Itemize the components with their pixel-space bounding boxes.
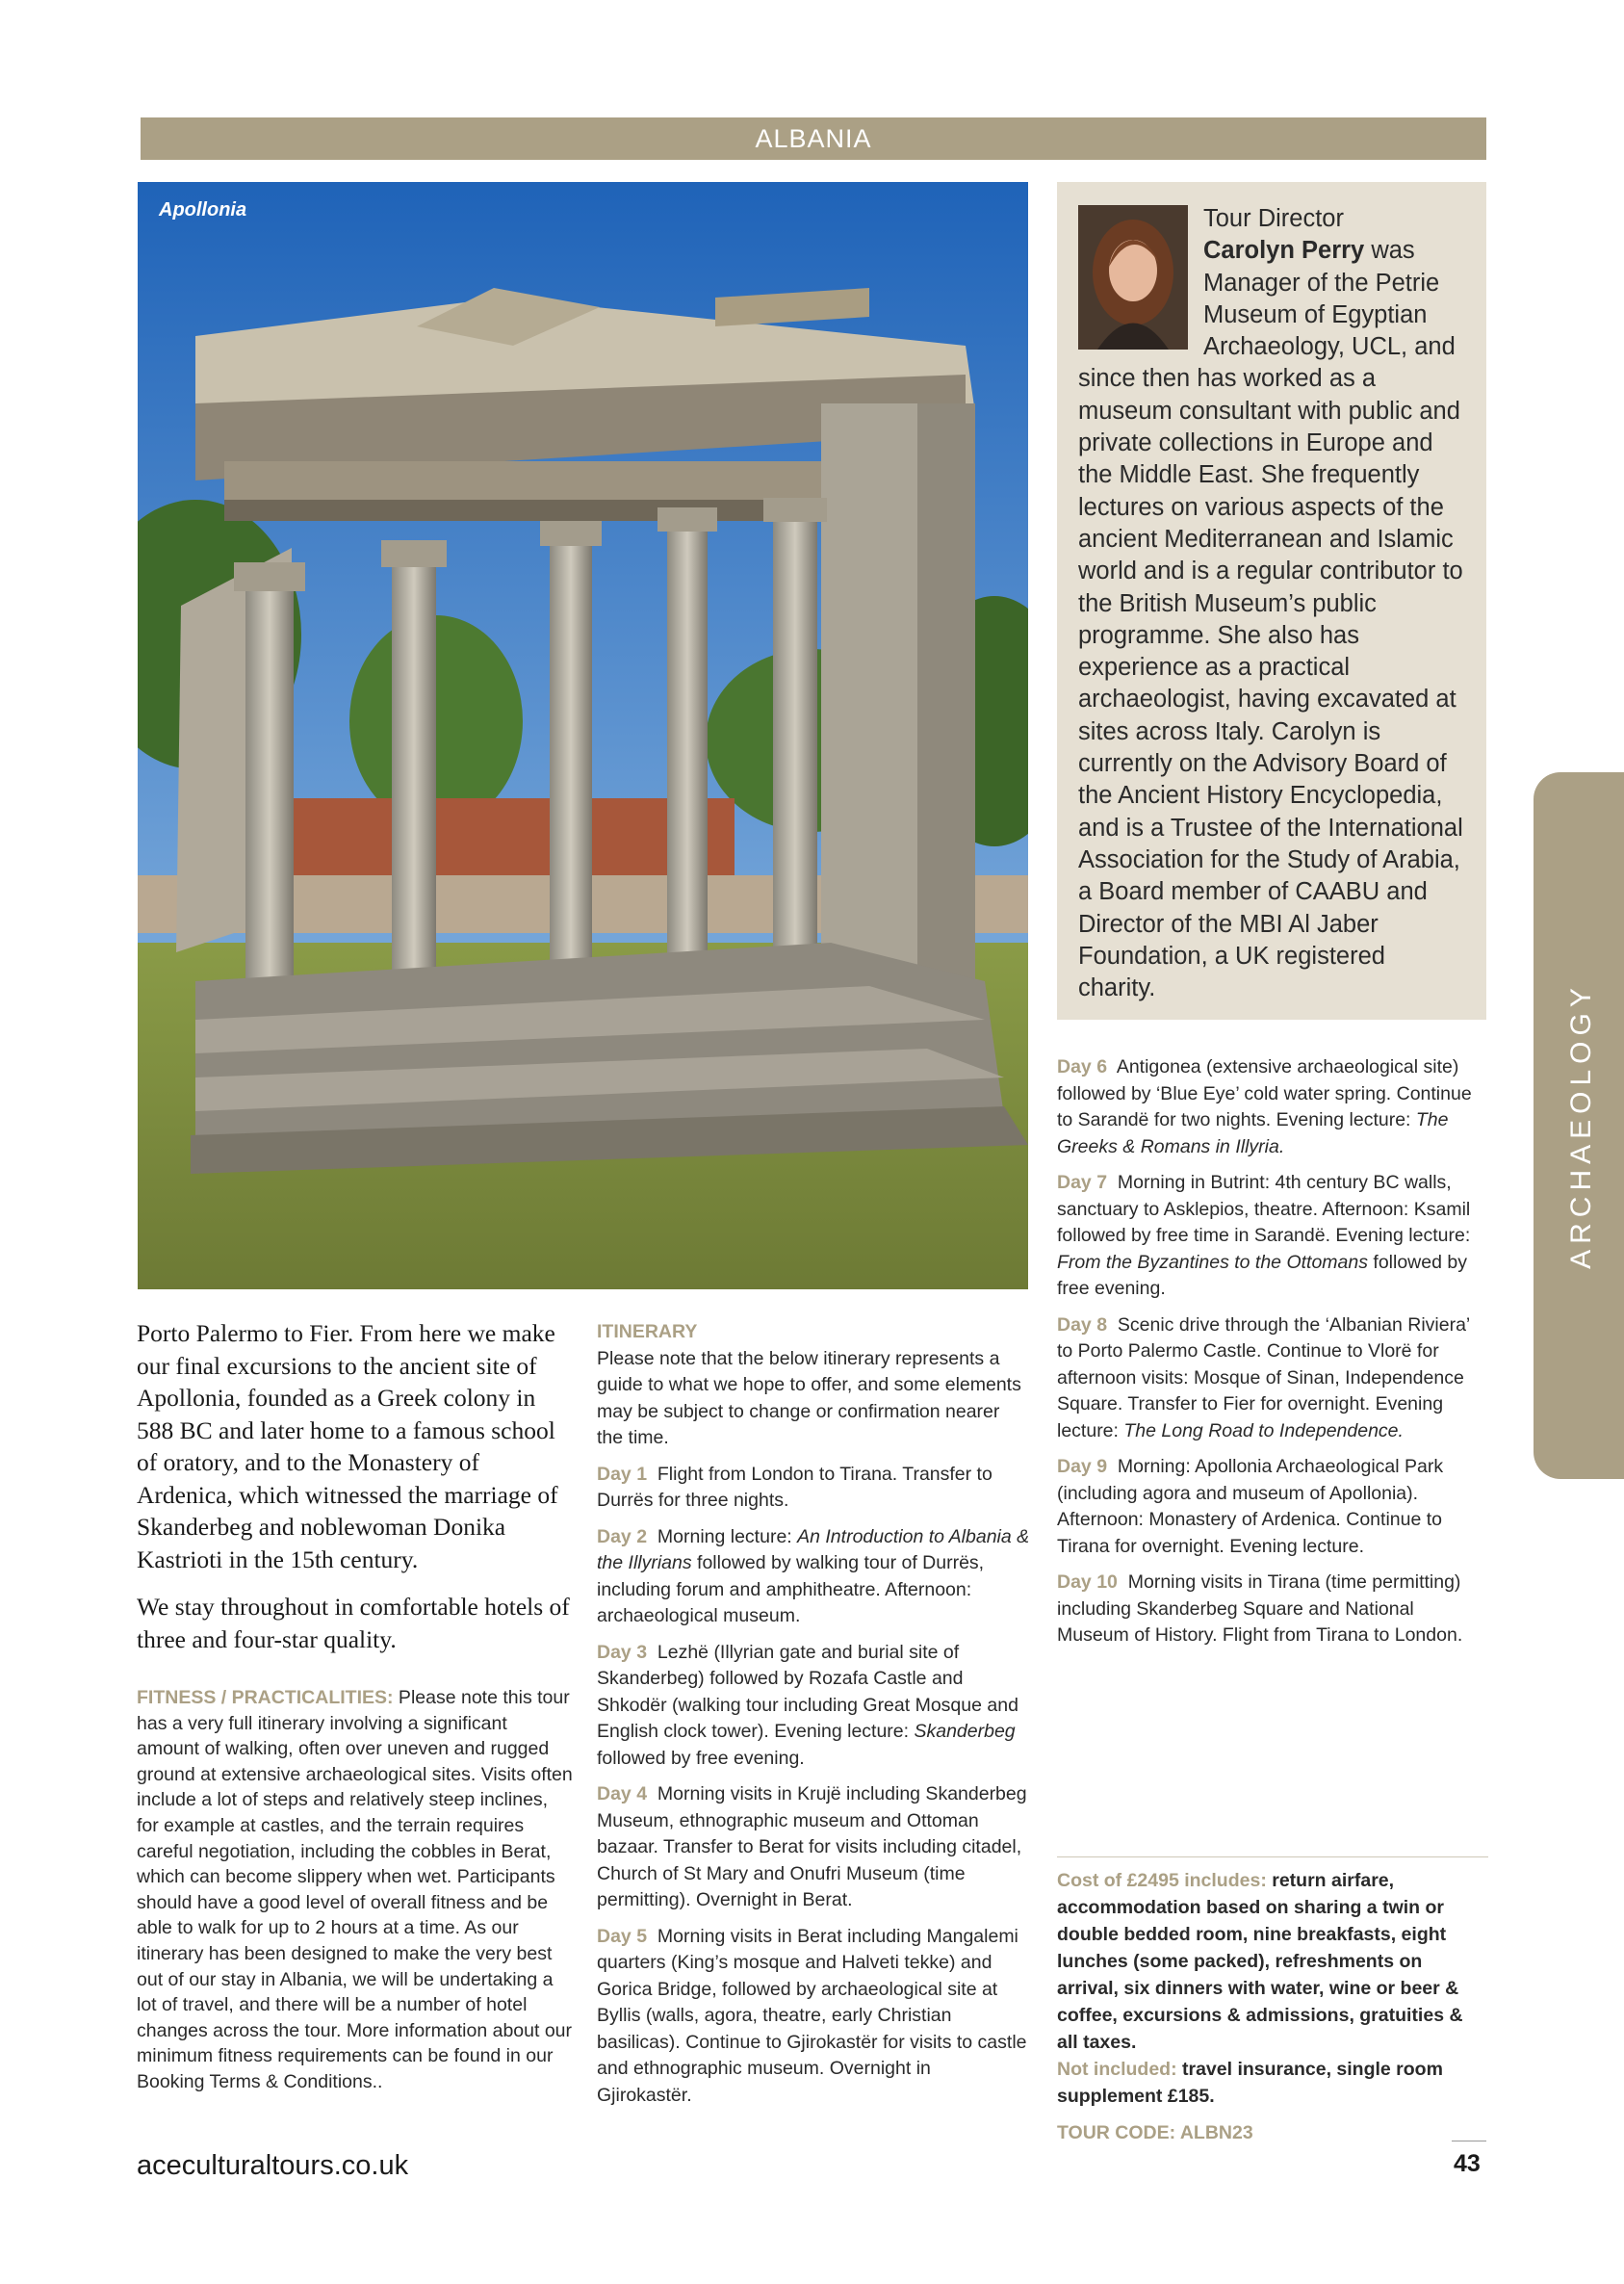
cost-label: Cost of £2495 includes: — [1057, 1870, 1267, 1891]
fitness-section — [137, 1685, 575, 2095]
itinerary-day-5 — [597, 1924, 1030, 2110]
day-text-cont: followed by free evening. — [1057, 1251, 1467, 1299]
fitness-text: Please note this tour has a very full itinerary involving a significant amount of walking, often over uneven and rugged ground at extensive archaeological sites. Visits often include a lot of steps and relatively steep inclines, for example at castles, and the terrain requires careful negotiation, including the cobbles in Berat, which can become slippery when wet. Participants should have a good level of overall fitness and be able to walk for up to 2 hours at a time. As our itinerary has been designed to make the very best out of our stay in Albania, we will be undertaking a lot of travel, and there will be a number of hotel changes across the tour. More information about our minimum fitness requirements can be found in our Booking Terms & Conditions.. — [137, 1687, 573, 2092]
itinerary-day-4 — [597, 1781, 1030, 1914]
day-label: Day 1 — [597, 1463, 648, 1485]
lecture-title: Skanderbeg — [914, 1721, 1016, 1742]
website-url[interactable]: aceculturaltours.co.uk — [137, 2150, 409, 2181]
itinerary-day-10 — [1057, 1570, 1490, 1649]
itinerary-day-9 — [1057, 1454, 1490, 1560]
tour-director-role: Tour Director — [1203, 205, 1344, 232]
tour-director-name: Carolyn Perry — [1203, 237, 1365, 265]
itinerary-day-8 — [1057, 1312, 1490, 1445]
day-text: Morning visits in Krujë including Skanderbeg Museum, ethnographic museum and Ottoman bazaar. Transfer to Berat for visits including citadel, Church of St Mary and Onufri Museum (time permitting). Overnight in Berat. — [597, 1783, 1027, 1910]
day-label: Day 3 — [597, 1641, 648, 1663]
lecture-title: The Greeks & Romans in Illyria. — [1057, 1109, 1449, 1157]
itinerary-heading: ITINERARY — [597, 1321, 698, 1342]
intro-paragraph-1: Porto Palermo to Fier. From here we make our final excursions to the ancient site of Apollonia, founded as a Greek colony in 588 BC and later home to a famous school of oratory, and to the Monastery of Ardenica, which witnessed the marriage of Skanderbeg and noblewoman Donika Kastrioti in the 15th century. — [137, 1319, 558, 1573]
tour-director-portrait — [1078, 205, 1188, 350]
not-included-label: Not included: — [1057, 2059, 1177, 2080]
day-text-cont: followed by walking tour of Durrës, including forum and amphitheatre. Afternoon: archaeological museum. — [597, 1552, 985, 1626]
intro-text — [137, 1317, 575, 1671]
section-tab-label: ARCHAEOLOGY — [1565, 982, 1597, 1269]
itinerary-day-7 — [1057, 1170, 1490, 1303]
country-header-bar — [141, 117, 1486, 160]
itinerary-note: Please note that the below itinerary represents a guide to what we hope to offer, and some elements may be subject to change or confirmation nearer the time. — [597, 1347, 1021, 1448]
day-label: Day 2 — [597, 1525, 648, 1547]
day-text: Lezhë (Illyrian gate and burial site of Skanderbeg) followed by Rozafa Castle and Shkodër (walking tour including Great Mosque and English clock tower). Evening lecture: — [597, 1641, 1018, 1742]
tour-code: TOUR CODE: ALBN23 — [1057, 2122, 1253, 2143]
itinerary-day-1 — [597, 1462, 1030, 1515]
day-label: Day 10 — [1057, 1571, 1118, 1593]
cost-box — [1057, 1856, 1488, 2146]
tour-director-box — [1057, 182, 1486, 1020]
photo-caption: Apollonia — [159, 199, 247, 221]
photo-illustration — [138, 182, 1028, 1289]
apollonia-photo — [138, 182, 1028, 1289]
day-label: Day 7 — [1057, 1172, 1108, 1193]
lecture-title: From the Byzantines to the Ottomans — [1057, 1251, 1368, 1273]
day-label: Day 6 — [1057, 1056, 1108, 1077]
day-text: Morning in Butrint: 4th century BC walls, sanctuary to Asklepios, theatre. Afternoon: Ksamil followed by free time in Sarandë. Evening lecture: — [1057, 1172, 1471, 1246]
not-included-text: travel insurance, single room supplement £185. — [1057, 2059, 1443, 2107]
section-tab — [1534, 772, 1624, 1479]
itinerary-column-1 — [597, 1319, 1030, 2118]
day-label: Day 4 — [597, 1783, 648, 1804]
day-text: Morning visits in Berat including Mangalemi quarters (King’s mosque and Halveti tekke) and Gorica Bridge, followed by archaeological site at Byllis (walls, agora, theatre, early Christian basilicas). Continue to Gjirokastër for visits to castle and ethnographic museum. Overnight in Gjirokastër. — [597, 1925, 1027, 2106]
day-text: Antigonea (extensive archaeological site) followed by ‘Blue Eye’ cold water spring. Continue to Sarandë for two nights. Evening lecture: — [1057, 1056, 1472, 1130]
intro-paragraph-2: We stay throughout in comfortable hotels of three and four-star quality. — [137, 1593, 570, 1653]
fitness-label: FITNESS / PRACTICALITIES: — [137, 1687, 394, 1708]
itinerary-day-3 — [597, 1640, 1030, 1773]
itinerary-day-6 — [1057, 1054, 1490, 1160]
day-text: Morning: Apollonia Archaeological Park (including agora and museum of Apollonia). Afternoon: Monastery of Ardenica. Continue to Tirana for overnight. Evening lecture. — [1057, 1456, 1444, 1557]
day-label: Day 9 — [1057, 1456, 1108, 1477]
lecture-title: The Long Road to Independence. — [1123, 1419, 1404, 1441]
day-text: Morning visits in Tirana (time permitting) including Skanderbeg Square and National Museum of History. Flight from Tirana to London. — [1057, 1571, 1463, 1646]
day-text-cont: followed by free evening. — [597, 1747, 805, 1769]
day-text: Scenic drive through the ‘Albanian Riviera’ to Porto Palermo Castle. Continue to Vlorë for afternoon visits: Mosque of Sinan, Independence Square. Transfer to Fier for overnight. Evening lecture: — [1057, 1313, 1470, 1441]
lecture-title: An Introduction to Albania & the Illyrians — [597, 1525, 1030, 1573]
day-label: Day 5 — [597, 1925, 648, 1947]
itinerary-day-2 — [597, 1524, 1030, 1630]
cost-includes: return airfare, accommodation based on sharing a twin or double bedded room, nine breakfasts, eight lunches (some packed), refreshments on arrival, six dinners with water, wine or beer & coffee, excursions & admissions, gratuities & all taxes. — [1057, 1870, 1463, 2053]
tour-director-bio-text: was Manager of the Petrie Museum of Egyptian Archaeology, UCL, and since then has worked as a museum consultant with public and private collections in Europe and the Middle East. She frequently lectures on various aspects of the ancient Mediterranean and Islamic world and is a regular contributor to the British Museum’s public programme. She also has experience as a practical archaeologist, having excavated at sites across Italy. Carolyn is currently on the Advisory Board of the Ancient History Encyclopedia, and is a Trustee of the International Association for the Study of Arabia, a Board member of CAABU and Director of the MBI Al Jaber Foundation, a UK registered charity. — [1078, 237, 1463, 1002]
day-label: Day 8 — [1057, 1313, 1108, 1336]
day-text: Morning lecture: — [657, 1525, 798, 1547]
page-number: 43 — [1454, 2150, 1481, 2177]
day-text: Flight from London to Tirana. Transfer to Durrës for three nights. — [597, 1463, 992, 1511]
country-title: ALBANIA — [755, 124, 872, 153]
itinerary-column-2 — [1057, 1054, 1490, 1659]
